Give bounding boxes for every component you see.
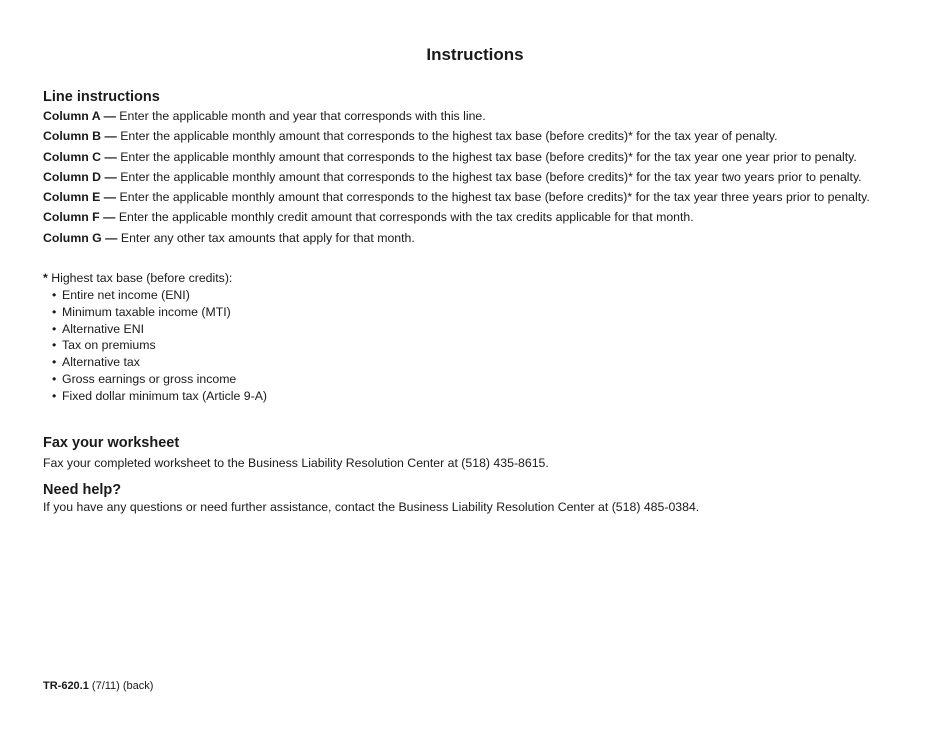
- form-id: TR-620.1: [43, 680, 89, 692]
- column-d-instruction: [43, 167, 870, 187]
- form-edition: (7/11) (back): [88, 680, 154, 692]
- list-item: • Fixed dollar minimum tax (Article 9-A): [52, 388, 267, 405]
- column-g-instruction: [43, 228, 870, 248]
- column-text: Enter the applicable month and year that corresponds with this line.: [115, 109, 486, 123]
- form-footer: [43, 679, 153, 693]
- column-text: Enter the applicable monthly credit amount that corresponds with the tax credits applicable for that month.: [115, 210, 694, 225]
- column-text: Enter the applicable monthly amount that corresponds to the highest tax base (before credits)* for the tax year two years prior to penalty.: [116, 169, 862, 184]
- help-text: If you have any questions or need further assistance, contact the Business Liability Resolution Center at (518) 485-0384.: [43, 500, 700, 514]
- column-label: Column C —: [43, 149, 117, 164]
- column-e-instruction: [43, 187, 870, 207]
- list-item: • Alternative tax: [52, 354, 267, 371]
- column-text: Enter the applicable monthly amount that corresponds to the highest tax base (before credits)* for the tax year of penalty.: [116, 129, 778, 144]
- fax-heading: Fax your worksheet: [43, 435, 180, 451]
- fax-text: Fax your completed worksheet to the Business Liability Resolution Center at (518) 435-8615.: [43, 456, 549, 470]
- page-title: Instructions: [426, 45, 524, 64]
- help-heading: Need help?: [43, 482, 122, 498]
- column-text: Enter the applicable monthly amount that corresponds to the highest tax base (before credits)* for the tax year one year prior to penalty.: [116, 149, 857, 164]
- column-text: Enter any other tax amounts that apply for that month.: [117, 230, 415, 245]
- column-f-instruction: [43, 207, 870, 227]
- column-text: Enter the applicable monthly amount that corresponds to the highest tax base (before credits)* for the tax year three years prior to penalty.: [116, 190, 870, 205]
- tax-base-note: [43, 270, 232, 286]
- list-item: • Gross earnings or gross income: [52, 371, 267, 388]
- column-c-instruction: [43, 147, 870, 167]
- tax-base-list: [52, 287, 267, 405]
- column-b-instruction: [43, 126, 870, 146]
- column-a-instruction: [43, 106, 870, 126]
- column-label: Column A —: [43, 109, 116, 123]
- line-instructions-heading: Line instructions: [43, 89, 160, 105]
- tax-base-note-text: Highest tax base (before credits):: [47, 271, 233, 285]
- column-label: Column E —: [43, 190, 117, 205]
- column-label: Column G —: [43, 230, 118, 245]
- list-item: • Alternative ENI: [52, 321, 267, 338]
- line-instructions-list: [43, 106, 870, 248]
- list-item: • Entire net income (ENI): [52, 287, 267, 304]
- list-item: • Tax on premiums: [52, 337, 267, 354]
- list-item: • Minimum taxable income (MTI): [52, 304, 267, 321]
- asterisk: *: [43, 271, 48, 285]
- column-label: Column D —: [43, 169, 117, 184]
- column-label: Column B —: [43, 129, 117, 144]
- column-label: Column F —: [43, 210, 116, 225]
